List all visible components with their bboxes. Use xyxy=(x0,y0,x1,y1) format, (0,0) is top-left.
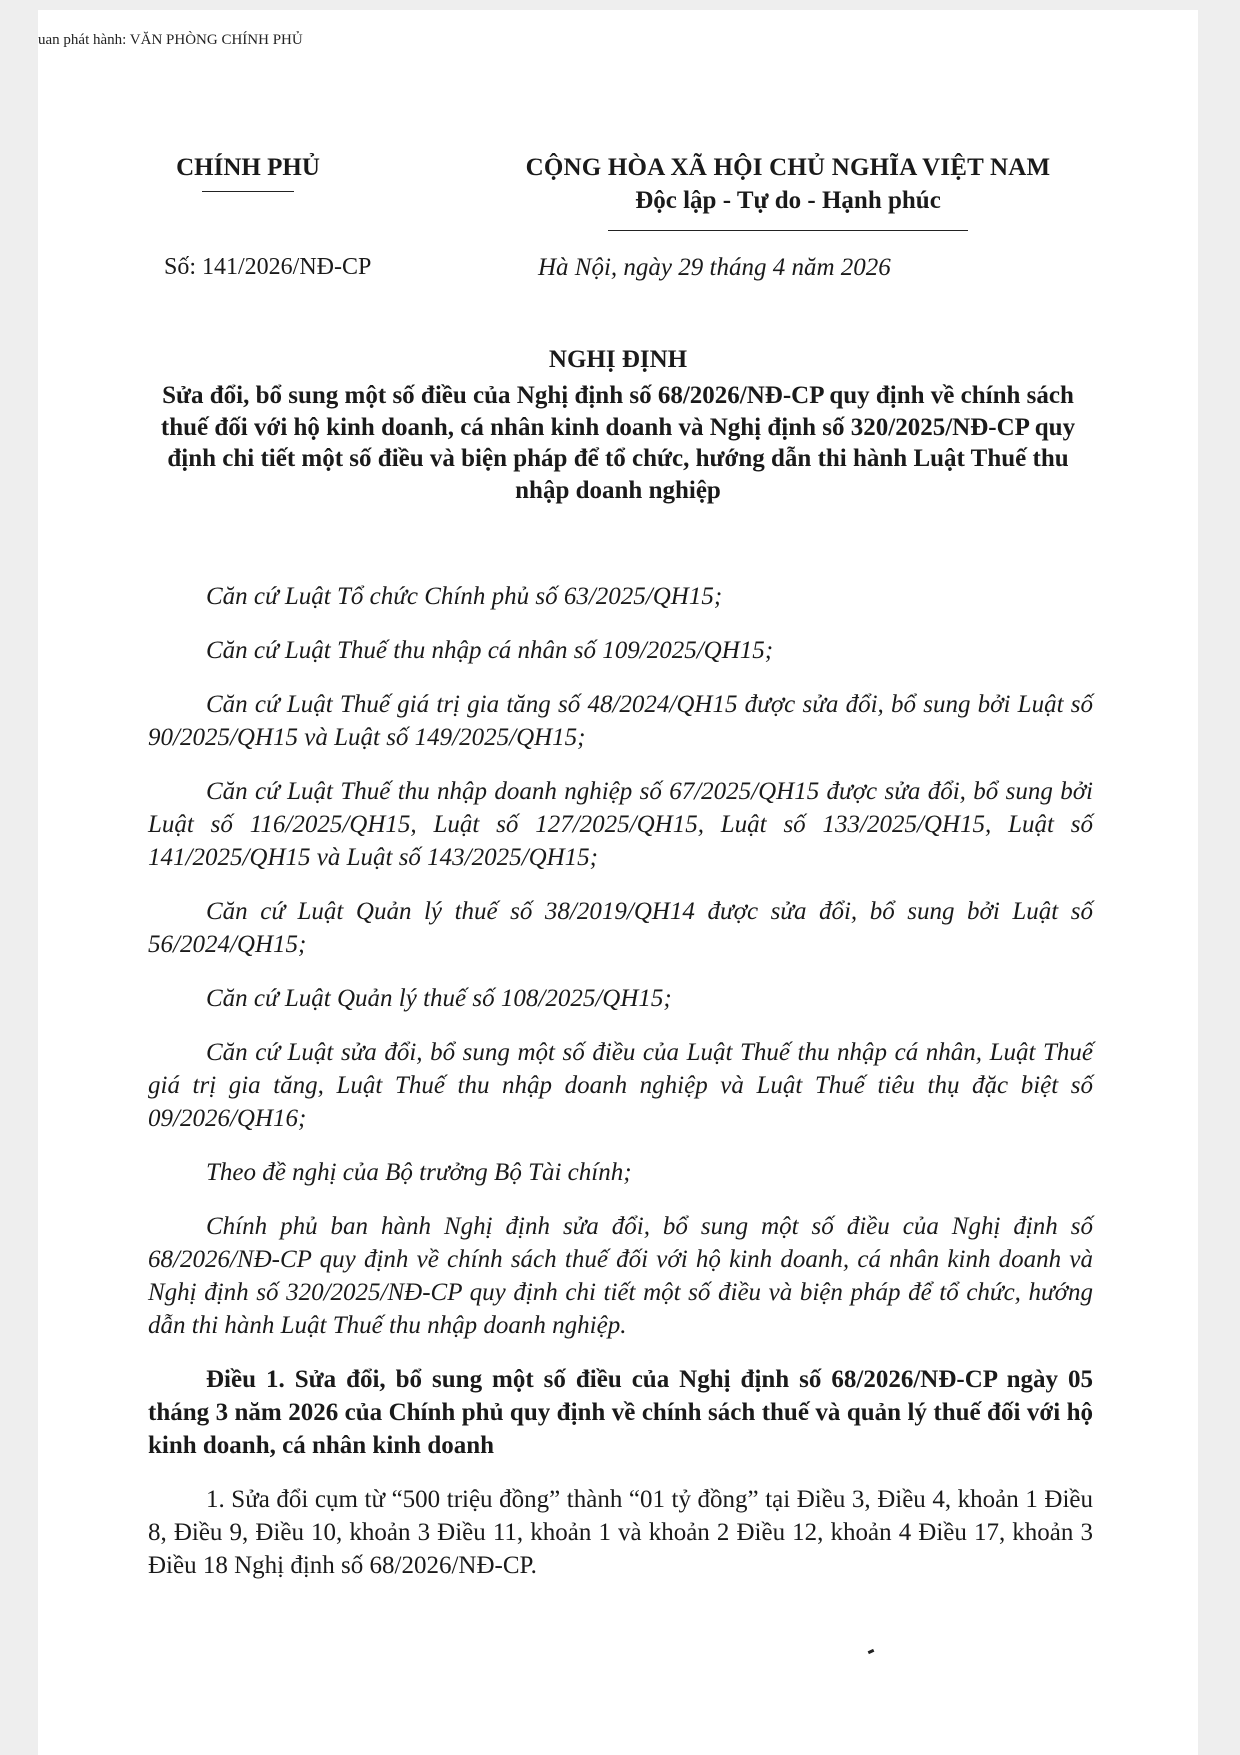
legal-basis-paragraph: Căn cứ Luật Quản lý thuế số 108/2025/QH15; xyxy=(206,985,672,1012)
legal-basis-paragraph: Căn cứ Luật sửa đổi, bổ sung một số điều của Luật Thuế thu nhập cá nhân, Luật Thuế giá trị gia tăng, Luật Thuế thu nhập doanh nghiệp và Luật Thuế tiêu thụ đặc biệt số 09/2026/QH16; xyxy=(148,1039,1093,1132)
issuing-agency-line: uan phát hành: VĂN PHÒNG CHÍNH PHỦ xyxy=(38,32,303,48)
article-1-heading: Điều 1. Sửa đổi, bổ sung một số điều của Nghị định số 68/2026/NĐ-CP ngày 05 tháng 3 năm 2026 của Chính phủ quy định về chính sách thuế và quản lý thuế đối với hộ kinh doanh, cá nhân kinh doanh xyxy=(148,1366,1093,1459)
place-and-date: Hà Nội, ngày 29 tháng 4 năm 2026 xyxy=(538,254,891,281)
issuing-authority-block xyxy=(148,152,348,192)
legal-basis-paragraph: Căn cứ Luật Thuế giá trị gia tăng số 48/2024/QH15 được sửa đổi, bổ sung bởi Luật số 90/2025/QH15 và Luật số 149/2025/QH15; xyxy=(148,691,1093,751)
national-motto: Độc lập - Tự do - Hạnh phúc xyxy=(635,187,941,214)
promulgation-paragraph: Chính phủ ban hành Nghị định sửa đổi, bổ sung một số điều của Nghị định số 68/2026/NĐ-CP quy định về chính sách thuế đối với hộ kinh doanh, cá nhân kinh doanh và Nghị định số 320/2025/NĐ-CP quy định chi tiết một số điều và biện pháp để tổ chức, hướng dẫn thi hành Luật Thuế thu nhập doanh nghiệp. xyxy=(148,1213,1093,1339)
legal-basis-paragraph: Căn cứ Luật Tổ chức Chính phủ số 63/2025/QH15; xyxy=(206,583,723,610)
article-1-clause-1: 1. Sửa đổi cụm từ “500 triệu đồng” thành “01 tỷ đồng” tại Điều 3, Điều 4, khoản 1 Điều 8, Điều 9, Điều 10, khoản 3 Điều 11, khoản 1 và khoản 2 Điều 12, khoản 4 Điều 17, khoản 3 Điều 18 Nghị định số 68/2026/NĐ-CP. xyxy=(148,1486,1093,1579)
document-page xyxy=(38,10,1198,1755)
legal-basis-paragraph: Căn cứ Luật Thuế thu nhập doanh nghiệp số 67/2025/QH15 được sửa đổi, bổ sung bởi Luật số 116/2025/QH15, Luật số 127/2025/QH15, Luật số 133/2025/QH15, Luật số 141/2025/QH15 và Luật số 143/2025/QH15; xyxy=(148,778,1093,871)
document-type: NGHỊ ĐỊNH xyxy=(548,346,688,373)
motto-underline xyxy=(608,230,968,231)
authority-underline xyxy=(202,191,294,192)
issuing-authority: CHÍNH PHỦ xyxy=(176,154,320,181)
legal-basis-paragraph: Căn cứ Luật Quản lý thuế số 38/2019/QH14 được sửa đổi, bổ sung bởi Luật số 56/2024/QH15; xyxy=(148,898,1093,958)
legal-basis-paragraph: Căn cứ Luật Thuế thu nhập cá nhân số 109/2025/QH15; xyxy=(206,637,774,664)
document-number: Số: 141/2026/NĐ-CP xyxy=(164,254,372,280)
national-header-block xyxy=(458,152,1118,231)
proposal-paragraph: Theo đề nghị của Bộ trưởng Bộ Tài chính; xyxy=(206,1159,632,1186)
country-name: CỘNG HÒA XÃ HỘI CHỦ NGHĨA VIỆT NAM xyxy=(525,154,1051,181)
document-body xyxy=(148,580,1093,1582)
document-title: Sửa đổi, bổ sung một số điều của Nghị định số 68/2026/NĐ-CP quy định về chính sách thuế đối với hộ kinh doanh, cá nhân kinh doanh và Nghị định số 320/2025/NĐ-CP quy định chi tiết một số điều và biện pháp để tổ chức, hướng dẫn thi hành Luật Thuế thu nhập doanh nghiệp xyxy=(160,382,1076,504)
